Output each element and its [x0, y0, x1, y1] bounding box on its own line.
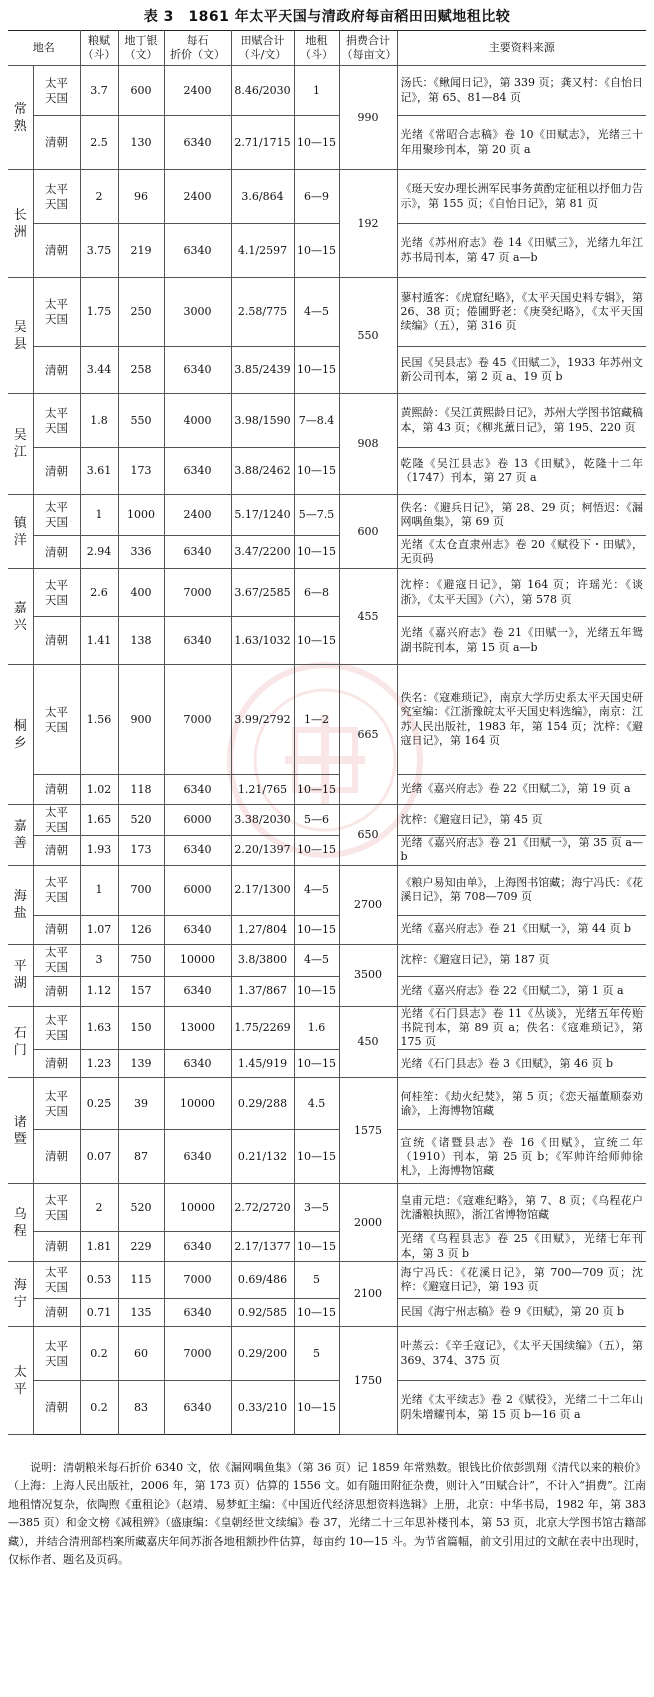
place-name-cell: 海 宁 [8, 1262, 33, 1327]
source-cell: 沈梓：《避寇日记》，第 45 页 [397, 805, 646, 836]
silver-cell: 173 [118, 836, 164, 866]
place-name-cell: 吴 县 [8, 278, 33, 394]
silver-cell: 520 [118, 1184, 164, 1232]
table-row [8, 278, 646, 347]
table-row [8, 1130, 646, 1184]
rent-cell: 10—15 [294, 836, 339, 866]
rent-cell: 4—5 [294, 865, 339, 915]
table-body [8, 66, 646, 1435]
fees-cell: 1575 [339, 1078, 397, 1184]
table-row [8, 116, 646, 170]
silver-cell: 550 [118, 394, 164, 448]
rent-cell: 6—8 [294, 569, 339, 617]
header-fees-total: 捐费合计 （每亩文） [339, 31, 397, 66]
grain-cell: 0.25 [80, 1078, 118, 1130]
fees-cell: 450 [339, 1006, 397, 1078]
silver-cell: 520 [118, 805, 164, 836]
rent-cell: 10—15 [294, 976, 339, 1006]
tax-total-cell: 3.38/2030 [231, 805, 294, 836]
source-cell: 光绪《太仓直隶州志》卷 20《赋役下・田赋》，无页码 [397, 536, 646, 569]
table-row [8, 1006, 646, 1050]
regime-cell: 太平 天国 [33, 1078, 80, 1130]
tax-total-cell: 2.17/1300 [231, 865, 294, 915]
grain-cell: 0.53 [80, 1262, 118, 1299]
grain-cell: 0.07 [80, 1130, 118, 1184]
rent-cell: 10—15 [294, 224, 339, 278]
regime-cell: 太平 天国 [33, 1184, 80, 1232]
place-name-cell: 桐 乡 [8, 665, 33, 805]
source-cell: 光绪《苏州府志》卷 14《田赋三》，光绪九年江苏书局刊本，第 47 页 a—b [397, 224, 646, 278]
tax-total-cell: 3.8/3800 [231, 944, 294, 976]
rent-cell: 10—15 [294, 1232, 339, 1262]
grain-cell: 1.65 [80, 805, 118, 836]
place-name-cell: 吴 江 [8, 394, 33, 495]
price-cell: 7000 [164, 1327, 231, 1381]
price-cell: 6340 [164, 116, 231, 170]
fees-cell: 3500 [339, 944, 397, 1006]
rent-cell: 1 [294, 66, 339, 116]
rent-cell: 10—15 [294, 1050, 339, 1078]
tax-total-cell: 1.27/804 [231, 915, 294, 944]
table-row [8, 915, 646, 944]
grain-cell: 3.7 [80, 66, 118, 116]
source-cell: 光绪《乌程县志》卷 25《田赋》，光绪七年刊本，第 3 页 b [397, 1232, 646, 1262]
tax-total-cell: 8.46/2030 [231, 66, 294, 116]
header-rent: 地租 （斗） [294, 31, 339, 66]
grain-cell: 1.56 [80, 665, 118, 775]
silver-cell: 126 [118, 915, 164, 944]
table-title: 表 3 1861 年太平天国与清政府每亩稻田田赋地租比较 [143, 9, 511, 25]
grain-cell: 1.41 [80, 617, 118, 665]
regime-cell: 清朝 [33, 1299, 80, 1327]
place-name-cell: 太 平 [8, 1327, 33, 1435]
regime-cell: 清朝 [33, 1050, 80, 1078]
price-cell: 10000 [164, 944, 231, 976]
grain-cell: 1.07 [80, 915, 118, 944]
table-row [8, 976, 646, 1006]
place-name-cell: 石 门 [8, 1006, 33, 1078]
source-cell: 沈梓：《避寇日记》，第 164 页；许瑶光：《谈浙》，《太平天国》（六），第 578 页 [397, 569, 646, 617]
price-cell: 6340 [164, 617, 231, 665]
rent-cell: 5—6 [294, 805, 339, 836]
price-cell: 6340 [164, 775, 231, 805]
table-row [8, 347, 646, 394]
silver-cell: 336 [118, 536, 164, 569]
tax-total-cell: 3.6/864 [231, 170, 294, 224]
fees-cell: 650 [339, 805, 397, 866]
fees-cell: 600 [339, 495, 397, 569]
grain-cell: 1 [80, 865, 118, 915]
source-cell: 皇甫元垲：《寇难纪略》，第 7、8 页；《乌程花户沈潘粮执照》，浙江省博物馆藏 [397, 1184, 646, 1232]
fees-cell: 2700 [339, 865, 397, 944]
regime-cell: 清朝 [33, 976, 80, 1006]
table-row [8, 1078, 646, 1130]
source-cell: 《珽天安办理长洲军民事务黄酌定征租以抒佃力告示》，第 155 页；《自怡日记》，第 81 页 [397, 170, 646, 224]
price-cell: 6000 [164, 865, 231, 915]
price-cell: 6340 [164, 224, 231, 278]
grain-cell: 1.93 [80, 836, 118, 866]
source-cell: 佚名：《寇难琐记》，南京大学历史系太平天国史研究室编：《江浙豫皖太平天国史料选编》，南京：江苏人民出版社，1983 年，第 154 页；沈梓：《避寇日记》，第 164 页 [397, 665, 646, 775]
grain-cell: 1.23 [80, 1050, 118, 1078]
tax-total-cell: 1.75/2269 [231, 1006, 294, 1050]
silver-cell: 229 [118, 1232, 164, 1262]
silver-cell: 173 [118, 448, 164, 495]
grain-cell: 1 [80, 495, 118, 536]
tax-total-cell: 3.98/1590 [231, 394, 294, 448]
silver-cell: 135 [118, 1299, 164, 1327]
fees-cell: 2000 [339, 1184, 397, 1262]
table-row [8, 1299, 646, 1327]
header-price-per-dan: 每石 折价（文） [164, 31, 231, 66]
fees-cell: 908 [339, 394, 397, 495]
price-cell: 2400 [164, 66, 231, 116]
grain-cell: 0.2 [80, 1327, 118, 1381]
table-row [8, 1050, 646, 1078]
price-cell: 7000 [164, 1262, 231, 1299]
rent-cell: 5—7.5 [294, 495, 339, 536]
regime-cell: 太平 天国 [33, 1006, 80, 1050]
price-cell: 6340 [164, 1381, 231, 1435]
tax-total-cell: 0.92/585 [231, 1299, 294, 1327]
tax-total-cell: 0.69/486 [231, 1262, 294, 1299]
table-row [8, 836, 646, 866]
place-name-cell: 常 熟 [8, 66, 33, 170]
price-cell: 10000 [164, 1184, 231, 1232]
source-cell: 光绪《石门县志》卷 11《丛谈》，光绪五年传贻书院刊本，第 89 页 a；佚名：《寇难琐记》，第 175 页 [397, 1006, 646, 1050]
regime-cell: 太平 天国 [33, 665, 80, 775]
silver-cell: 60 [118, 1327, 164, 1381]
tax-total-cell: 1.45/919 [231, 1050, 294, 1078]
silver-cell: 750 [118, 944, 164, 976]
place-name-cell: 平 湖 [8, 944, 33, 1006]
price-cell: 7000 [164, 569, 231, 617]
place-name-cell: 乌 程 [8, 1184, 33, 1262]
grain-cell: 0.2 [80, 1381, 118, 1435]
grain-cell: 1.12 [80, 976, 118, 1006]
rent-cell: 4.5 [294, 1078, 339, 1130]
source-cell: 光绪《嘉兴府志》卷 21《田赋一》，第 44 页 b [397, 915, 646, 944]
source-cell: 光绪《太平续志》卷 2《赋役》，光绪二十二年山阴朱增耀刊本，第 15 页 b—16 页 a [397, 1381, 646, 1435]
tax-total-cell: 2.71/1715 [231, 116, 294, 170]
silver-cell: 258 [118, 347, 164, 394]
place-name-cell: 长 洲 [8, 170, 33, 278]
tax-total-cell: 4.1/2597 [231, 224, 294, 278]
grain-cell: 2.6 [80, 569, 118, 617]
grain-cell: 2.94 [80, 536, 118, 569]
rent-cell: 10—15 [294, 617, 339, 665]
table-row [8, 1327, 646, 1381]
source-cell: 海宁冯氏：《花溪日记》，第 700—709 页；沈梓：《避寇日记》，第 193 页 [397, 1262, 646, 1299]
price-cell: 6340 [164, 1299, 231, 1327]
rent-cell: 10—15 [294, 116, 339, 170]
table-row [8, 1232, 646, 1262]
table-header-row [8, 31, 646, 66]
header-tax-total: 田赋合计 （斗/文） [231, 31, 294, 66]
source-cell: 光绪《嘉兴府志》卷 22《田赋二》，第 19 页 a [397, 775, 646, 805]
table-row [8, 394, 646, 448]
regime-cell: 清朝 [33, 775, 80, 805]
table-row [8, 495, 646, 536]
table-row [8, 1262, 646, 1299]
fees-cell: 1750 [339, 1327, 397, 1435]
price-cell: 6340 [164, 836, 231, 866]
grain-cell: 3.75 [80, 224, 118, 278]
rent-cell: 10—15 [294, 347, 339, 394]
price-cell: 6340 [164, 1130, 231, 1184]
source-cell: 《粮户易知由单》，上海图书馆藏；海宁冯氏：《花溪日记》，第 708—709 页 [397, 865, 646, 915]
tax-total-cell: 0.33/210 [231, 1381, 294, 1435]
silver-cell: 157 [118, 976, 164, 1006]
price-cell: 4000 [164, 394, 231, 448]
silver-cell: 115 [118, 1262, 164, 1299]
place-name-cell: 诸 暨 [8, 1078, 33, 1184]
tax-total-cell: 2.72/2720 [231, 1184, 294, 1232]
source-cell: 光绪《石门县志》卷 3《田赋》，第 46 页 b [397, 1050, 646, 1078]
source-cell: 蓼村遁客：《虎窟纪略》，《太平天国史料专辑》，第 26、38 页；倦圃野老：《庚癸纪略》，《太平天国续编》（五），第 316 页 [397, 278, 646, 347]
rent-cell: 10—15 [294, 448, 339, 495]
regime-cell: 清朝 [33, 915, 80, 944]
regime-cell: 清朝 [33, 116, 80, 170]
silver-cell: 700 [118, 865, 164, 915]
table-row [8, 944, 646, 976]
header-sources: 主要资料来源 [397, 31, 646, 66]
grain-cell: 1.63 [80, 1006, 118, 1050]
price-cell: 6000 [164, 805, 231, 836]
regime-cell: 太平 天国 [33, 278, 80, 347]
price-cell: 6340 [164, 915, 231, 944]
rent-cell: 4—5 [294, 278, 339, 347]
source-cell: 汤氏：《鳅闻日记》，第 339 页；龚又村：《自怡日记》，第 65、81—84 页 [397, 66, 646, 116]
regime-cell: 太平 天国 [33, 1262, 80, 1299]
source-cell: 黄熙龄：《吴江黄熙龄日记》，苏州大学图书馆藏稿本，第 43 页；《柳兆薰日记》，第 195、220 页 [397, 394, 646, 448]
silver-cell: 39 [118, 1078, 164, 1130]
price-cell: 6340 [164, 1232, 231, 1262]
tax-total-cell: 3.67/2585 [231, 569, 294, 617]
rent-cell: 5 [294, 1327, 339, 1381]
tax-total-cell: 3.85/2439 [231, 347, 294, 394]
silver-cell: 96 [118, 170, 164, 224]
table-row [8, 66, 646, 116]
source-cell: 沈梓：《避寇日记》，第 187 页 [397, 944, 646, 976]
tax-total-cell: 1.63/1032 [231, 617, 294, 665]
table-row [8, 805, 646, 836]
tax-total-cell: 3.99/2792 [231, 665, 294, 775]
table-row [8, 170, 646, 224]
grain-cell: 2 [80, 170, 118, 224]
tax-total-cell: 3.88/2462 [231, 448, 294, 495]
regime-cell: 清朝 [33, 1381, 80, 1435]
regime-cell: 太平 天国 [33, 495, 80, 536]
regime-cell: 清朝 [33, 1232, 80, 1262]
silver-cell: 900 [118, 665, 164, 775]
regime-cell: 太平 天国 [33, 569, 80, 617]
source-cell: 光绪《嘉兴府志》卷 22《田赋二》，第 1 页 a [397, 976, 646, 1006]
regime-cell: 清朝 [33, 536, 80, 569]
grain-cell: 3.61 [80, 448, 118, 495]
source-cell: 民国《吴县志》卷 45《田赋二》，1933 年苏州文新公司刊本，第 2 页 a、19 页 b [397, 347, 646, 394]
fees-cell: 990 [339, 66, 397, 170]
silver-cell: 219 [118, 224, 164, 278]
tax-total-cell: 5.17/1240 [231, 495, 294, 536]
silver-cell: 87 [118, 1130, 164, 1184]
rent-cell: 1.6 [294, 1006, 339, 1050]
regime-cell: 太平 天国 [33, 805, 80, 836]
grain-cell: 1.81 [80, 1232, 118, 1262]
source-cell: 民国《海宁州志稿》卷 9《田赋》，第 20 页 b [397, 1299, 646, 1327]
grain-cell: 1.75 [80, 278, 118, 347]
price-cell: 6340 [164, 536, 231, 569]
price-cell: 10000 [164, 1078, 231, 1130]
rent-cell: 3—5 [294, 1184, 339, 1232]
rent-cell: 10—15 [294, 1299, 339, 1327]
grain-cell: 2.5 [80, 116, 118, 170]
silver-cell: 1000 [118, 495, 164, 536]
rent-cell: 6—9 [294, 170, 339, 224]
table-row [8, 665, 646, 775]
table-row [8, 775, 646, 805]
place-name-cell: 嘉 善 [8, 805, 33, 866]
silver-cell: 118 [118, 775, 164, 805]
regime-cell: 太平 天国 [33, 1327, 80, 1381]
price-cell: 2400 [164, 170, 231, 224]
table-row [8, 1381, 646, 1435]
tax-total-cell: 1.21/765 [231, 775, 294, 805]
table-row [8, 1184, 646, 1232]
source-cell: 光绪《嘉兴府志》卷 21《田赋一》，光绪五年鸳湖书院刊本，第 15 页 a—b [397, 617, 646, 665]
silver-cell: 600 [118, 66, 164, 116]
source-cell: 光绪《常昭合志稿》卷 10《田赋志》，光绪三十年用聚珍刊本，第 20 页 a [397, 116, 646, 170]
price-cell: 6340 [164, 1050, 231, 1078]
rent-cell: 7—8.4 [294, 394, 339, 448]
regime-cell: 清朝 [33, 347, 80, 394]
price-cell: 7000 [164, 665, 231, 775]
price-cell: 6340 [164, 448, 231, 495]
silver-cell: 83 [118, 1381, 164, 1435]
tax-total-cell: 1.37/867 [231, 976, 294, 1006]
regime-cell: 清朝 [33, 1130, 80, 1184]
regime-cell: 太平 天国 [33, 170, 80, 224]
silver-cell: 138 [118, 617, 164, 665]
rent-cell: 1—2 [294, 665, 339, 775]
fees-cell: 192 [339, 170, 397, 278]
fees-cell: 550 [339, 278, 397, 394]
regime-cell: 清朝 [33, 448, 80, 495]
tax-total-cell: 2.17/1377 [231, 1232, 294, 1262]
source-cell: 何桂笙：《劫火纪焚》，第 5 页；《恋天福董顺泰劝谕》，上海博物馆藏 [397, 1078, 646, 1130]
tax-rent-comparison-table [8, 30, 646, 1435]
rent-cell: 5 [294, 1262, 339, 1299]
table-row [8, 865, 646, 915]
header-grain-tax: 粮赋 （斗） [80, 31, 118, 66]
tax-total-cell: 0.21/132 [231, 1130, 294, 1184]
regime-cell: 清朝 [33, 836, 80, 866]
table-row [8, 224, 646, 278]
source-cell: 光绪《嘉兴府志》卷 21《田赋一》，第 35 页 a—b [397, 836, 646, 866]
fees-cell: 455 [339, 569, 397, 665]
place-name-cell: 海 盐 [8, 865, 33, 944]
fees-cell: 2100 [339, 1262, 397, 1327]
price-cell: 2400 [164, 495, 231, 536]
price-cell: 3000 [164, 278, 231, 347]
grain-cell: 3.44 [80, 347, 118, 394]
table-row [8, 569, 646, 617]
source-cell: 宣统《诸暨县志》卷 16《田赋》，宣统二年（1910）刊本，第 25 页 b；《军帅许给师帅徐札》，上海博物馆藏 [397, 1130, 646, 1184]
grain-cell: 2 [80, 1184, 118, 1232]
grain-cell: 3 [80, 944, 118, 976]
regime-cell: 太平 天国 [33, 865, 80, 915]
source-cell: 佚名：《避兵日记》，第 28、29 页；柯悟迟：《漏网喁鱼集》，第 69 页 [397, 495, 646, 536]
table-note: 说明：清朝粮米每石折价 6340 文，依《漏网喁鱼集》（第 36 页）记 1859 年常熟数。银钱比价依彭凯翔《清代以来的粮价》（上海：上海人民出版社，2006 年，第 173 页）估算的 1556 文。如有随田附征杂费，则计入“田赋合计”，不计入“捐费”。江南地租情况复杂，依陶煦《重租论》（赵靖、易梦虹主编：《中国近代经济思想资料选辑》上册，北京：中华书局，1982 年，第 383—385 页）和金文榜《减租辨》（盛康编：《皇朝经世文续编》卷 37，光绪二十三年思补楼刊本，第 53 页，北京大学图书馆古籍部藏），并结合清刑部档案所藏嘉庆年间苏浙各地租额抄件估算，每亩约 10—15 斗。为节省篇幅，前文引用过的文献在表中出现时，仅标作者、题名及页码。 [8, 1461, 646, 1567]
header-silver-tax: 地丁银 （文） [118, 31, 164, 66]
rent-cell: 10—15 [294, 915, 339, 944]
tax-total-cell: 2.20/1397 [231, 836, 294, 866]
rent-cell: 10—15 [294, 1381, 339, 1435]
price-cell: 6340 [164, 976, 231, 1006]
place-name-cell: 嘉 兴 [8, 569, 33, 665]
regime-cell: 太平 天国 [33, 66, 80, 116]
grain-cell: 1.02 [80, 775, 118, 805]
silver-cell: 130 [118, 116, 164, 170]
table-row [8, 617, 646, 665]
header-place: 地名 [8, 31, 80, 66]
tax-total-cell: 0.29/288 [231, 1078, 294, 1130]
source-cell: 叶蒸云：《辛壬寇记》，《太平天国续编》（五），第 369、374、375 页 [397, 1327, 646, 1381]
rent-cell: 10—15 [294, 1130, 339, 1184]
silver-cell: 250 [118, 278, 164, 347]
rent-cell: 4—5 [294, 944, 339, 976]
silver-cell: 150 [118, 1006, 164, 1050]
table-row [8, 536, 646, 569]
grain-cell: 1.8 [80, 394, 118, 448]
source-cell: 乾隆《吴江县志》卷 13《田赋》，乾隆十二年（1747）刊本，第 27 页 a [397, 448, 646, 495]
grain-cell: 0.71 [80, 1299, 118, 1327]
table-row [8, 448, 646, 495]
fees-cell: 665 [339, 665, 397, 805]
regime-cell: 清朝 [33, 224, 80, 278]
tax-total-cell: 0.29/200 [231, 1327, 294, 1381]
price-cell: 6340 [164, 347, 231, 394]
tax-total-cell: 3.47/2200 [231, 536, 294, 569]
regime-cell: 清朝 [33, 617, 80, 665]
rent-cell: 10—15 [294, 775, 339, 805]
regime-cell: 太平 天国 [33, 394, 80, 448]
price-cell: 13000 [164, 1006, 231, 1050]
silver-cell: 139 [118, 1050, 164, 1078]
tax-total-cell: 2.58/775 [231, 278, 294, 347]
place-name-cell: 镇 洋 [8, 495, 33, 569]
rent-cell: 10—15 [294, 536, 339, 569]
regime-cell: 太平 天国 [33, 944, 80, 976]
silver-cell: 400 [118, 569, 164, 617]
